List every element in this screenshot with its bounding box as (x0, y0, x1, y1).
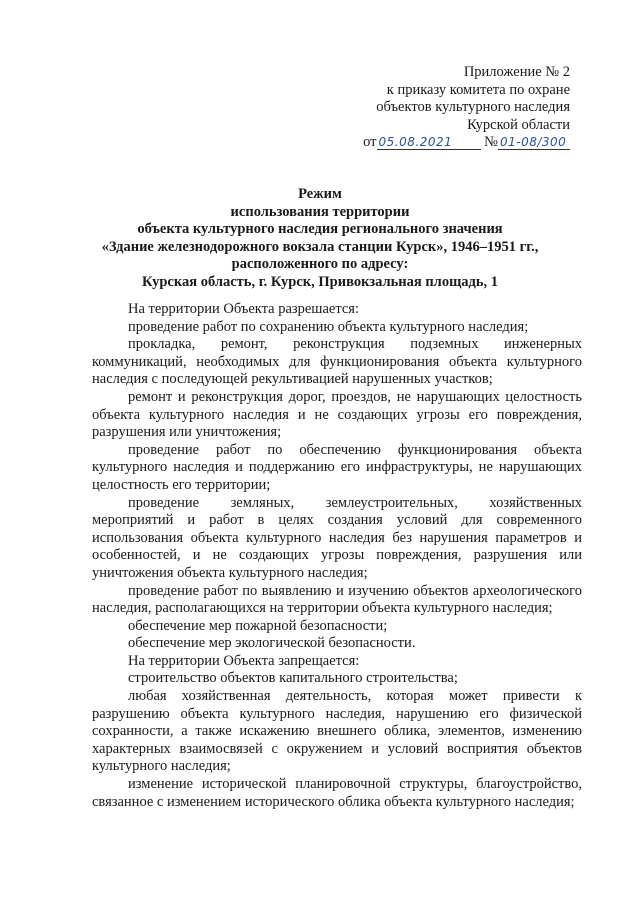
body-paragraph: проведение работ по выявлению и изучению объектов археологического наследия, располагающихся на территории объекта культурного наследия; (92, 582, 582, 617)
appendix-region: Курской области (467, 116, 570, 133)
document-heading (60, 186, 580, 292)
order-date-handwritten: 05.08.2021 (378, 135, 453, 149)
heading-line-5: расположенного по адресу: (231, 256, 409, 273)
body-paragraph: изменение исторической планировочной структуры, благоустройство, связанное с изменением исторического облика объекта культурного наследия; (92, 776, 582, 810)
order-date-field (377, 135, 481, 150)
number-prefix: № (484, 134, 498, 150)
body-paragraph: обеспечение мер экологической безопасности. (128, 635, 416, 652)
body-paragraph: прокладка, ремонт, реконструкция подземных инженерных коммуникаций, необходимых для функционирования объекта культурного наследия с последующей рекультивацией нарушенных участков; (92, 336, 582, 388)
heading-line-6: Курская область, г. Курск, Привокзальная площадь, 1 (141, 273, 499, 290)
document-body (92, 301, 582, 811)
appendix-order-ref: к приказу комитета по охране (386, 81, 570, 98)
body-paragraph: любая хозяйственная деятельность, которая может привести к разрушению объекта культурного наследия, нарушению его физической сохранности, а также искажению внешнего облика, элементов, изменению характерных взаимосвязей с окружением и условий восприятия объектов культурного наследия; (92, 688, 582, 775)
order-number-handwritten: 01-08/300 (500, 135, 567, 149)
body-paragraph: проведение работ по обеспечению функционирования объекта культурного наследия и поддержанию его инфраструктуры, не нарушающих целостность его территории; (92, 441, 582, 493)
appendix-block (320, 64, 570, 152)
body-paragraph: проведение работ по сохранению объекта культурного наследия; (128, 318, 529, 335)
order-number-field (498, 135, 570, 150)
heading-line-3: объекта культурного наследия регионального значения (137, 221, 503, 238)
body-paragraph: ремонт и реконструкция дорог, проездов, не нарушающих целостность объекта культурного наследия и не создающих угрозы его повреждения, разрушения или уничтожения; (92, 388, 582, 441)
appendix-committee: объектов культурного наследия (376, 99, 570, 115)
body-paragraph: обеспечение мер пожарной безопасности; (128, 617, 388, 634)
body-paragraph: На территории Объекта запрещается: (128, 652, 360, 669)
date-prefix: от (363, 134, 377, 150)
heading-line-4: «Здание железнодорожного вокзала станции Курск», 1946–1951 гг., (101, 238, 539, 255)
appendix-title: Приложение № 2 (463, 64, 570, 80)
heading-line-1: Режим (298, 186, 342, 202)
body-paragraph: строительство объектов капитального строительства; (128, 670, 458, 687)
heading-line-2: использования территории (230, 203, 410, 220)
body-paragraph: На территории Объекта разрешается: (128, 301, 359, 317)
body-paragraph: проведение земляных, землеустроительных, хозяйственных мероприятий и работ в целях создания условий для современного использования объекта культурного наследия без нарушения параметров и особенностей, и не создающих угрозы повреждения, разрушения или уничтожения объекта культурного наследия; (92, 494, 582, 581)
order-date-line (320, 134, 570, 152)
